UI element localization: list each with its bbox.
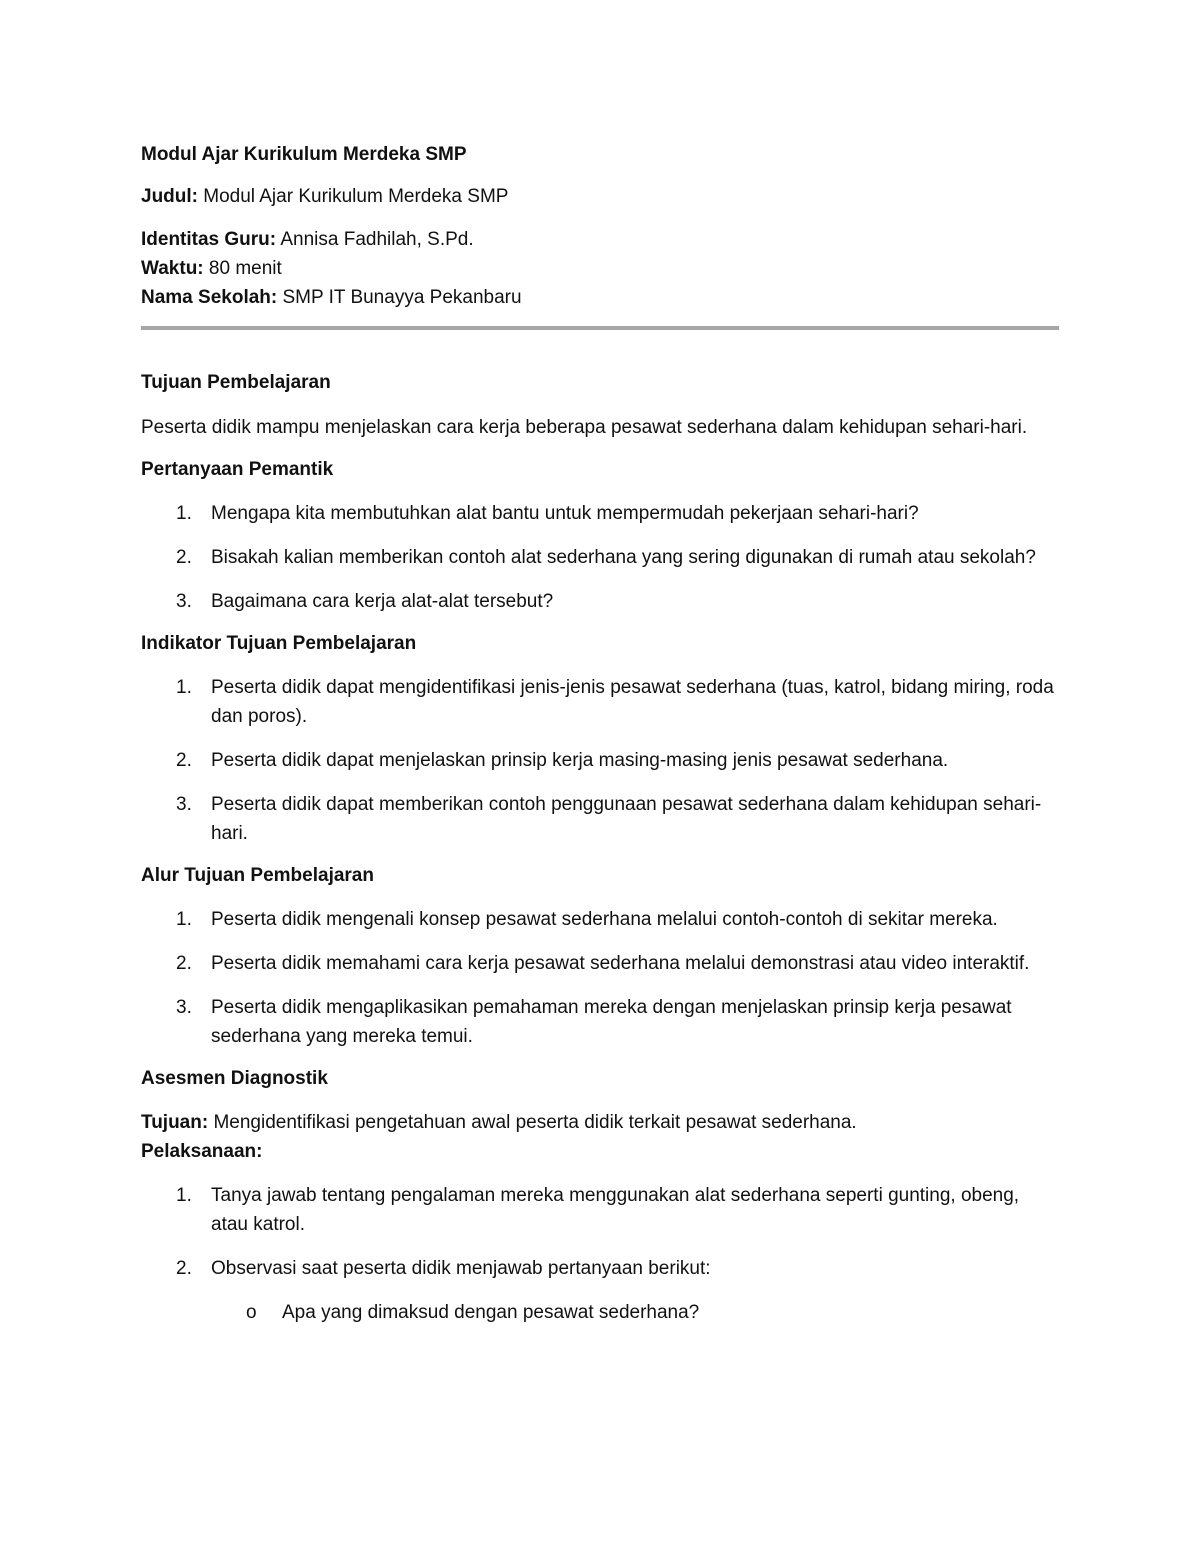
sub-list-item-text: Apa yang dimaksud dengan pesawat sederhana? <box>282 1302 700 1323</box>
asesmen-sub-list <box>211 1298 1059 1327</box>
list-number: 3. <box>176 794 192 815</box>
list-item <box>141 673 1059 731</box>
guru-value: Annisa Fadhilah, S.Pd. <box>276 229 474 250</box>
list-item <box>141 587 1059 616</box>
list-item-text: Peserta didik mengaplikasikan pemahaman mereka dengan menjelaskan prinsip kerja pesawat sederhana yang mereka temui. <box>211 997 1012 1047</box>
tujuan-text: Peserta didik mampu menjelaskan cara kerja beberapa pesawat sederhana dalam kehidupan sehari-hari. <box>141 417 1028 438</box>
asesmen-tujuan-label: Tujuan: <box>141 1112 209 1133</box>
indikator-list <box>141 673 1059 848</box>
list-number: 3. <box>176 591 192 612</box>
judul-label: Judul: <box>141 186 198 207</box>
asesmen-tujuan-value: Mengidentifikasi pengetahuan awal peserta didik terkait pesawat sederhana. <box>208 1112 857 1133</box>
waktu-value: 80 menit <box>203 258 282 279</box>
list-number: 1. <box>176 677 192 698</box>
list-item <box>141 543 1059 572</box>
list-item <box>141 949 1059 978</box>
pemantik-heading: Pertanyaan Pemantik <box>141 459 334 480</box>
waktu-line <box>141 254 1059 283</box>
document-title: Modul Ajar Kurikulum Merdeka SMP <box>141 144 467 165</box>
sekolah-line <box>141 283 1059 312</box>
list-item <box>141 499 1059 528</box>
list-item-text: Mengapa kita membutuhkan alat bantu untuk mempermudah pekerjaan sehari-hari? <box>211 503 919 524</box>
list-number: 2. <box>176 750 192 771</box>
list-number: 1. <box>176 1185 192 1206</box>
list-number: 1. <box>176 909 192 930</box>
guru-line <box>141 225 1059 254</box>
tujuan-heading: Tujuan Pembelajaran <box>141 372 331 393</box>
judul-value: Modul Ajar Kurikulum Merdeka SMP <box>198 186 509 207</box>
list-item-text: Peserta didik dapat mengidentifikasi jenis-jenis pesawat sederhana (tuas, katrol, bidang miring, roda dan poros). <box>211 677 1054 727</box>
list-item <box>141 746 1059 775</box>
asesmen-pelaksanaan-label: Pelaksanaan: <box>141 1141 263 1162</box>
list-item <box>141 1254 1059 1327</box>
sekolah-label: Nama Sekolah: <box>141 287 278 308</box>
list-item-text: Peserta didik mengenali konsep pesawat sederhana melalui contoh-contoh di sekitar mereka. <box>211 909 998 930</box>
horizontal-divider <box>141 326 1059 330</box>
list-number: 3. <box>176 997 192 1018</box>
asesmen-heading: Asesmen Diagnostik <box>141 1068 328 1089</box>
list-item <box>141 993 1059 1051</box>
waktu-label: Waktu: <box>141 258 204 279</box>
list-item-text: Tanya jawab tentang pengalaman mereka menggunakan alat sederhana seperti gunting, obeng, atau katrol. <box>211 1185 1020 1235</box>
list-item <box>141 1181 1059 1239</box>
list-item <box>141 790 1059 848</box>
sub-list-item <box>211 1298 1059 1327</box>
indikator-heading: Indikator Tujuan Pembelajaran <box>141 633 417 654</box>
list-number: 1. <box>176 503 192 524</box>
asesmen-pelaksanaan-line <box>141 1137 1059 1166</box>
circle-bullet-icon: o <box>246 1302 257 1323</box>
document-content <box>141 140 1059 1327</box>
list-item-text: Peserta didik dapat memberikan contoh penggunaan pesawat sederhana dalam kehidupan sehari-hari. <box>211 794 1042 844</box>
asesmen-list <box>141 1181 1059 1327</box>
list-number: 2. <box>176 547 192 568</box>
guru-label: Identitas Guru: <box>141 229 277 250</box>
list-number: 2. <box>176 1258 192 1279</box>
asesmen-tujuan-line <box>141 1108 1059 1137</box>
list-item-text: Bagaimana cara kerja alat-alat tersebut? <box>211 591 554 612</box>
sekolah-value: SMP IT Bunayya Pekanbaru <box>277 287 522 308</box>
list-item-text: Bisakah kalian memberikan contoh alat sederhana yang sering digunakan di rumah atau sekolah? <box>211 547 1036 568</box>
list-item <box>141 905 1059 934</box>
pemantik-list <box>141 499 1059 616</box>
list-item-text: Peserta didik memahami cara kerja pesawat sederhana melalui demonstrasi atau video interaktif. <box>211 953 1030 974</box>
list-number: 2. <box>176 953 192 974</box>
alur-heading: Alur Tujuan Pembelajaran <box>141 865 374 886</box>
list-item-text: Peserta didik dapat menjelaskan prinsip kerja masing-masing jenis pesawat sederhana. <box>211 750 949 771</box>
judul-line <box>141 182 1059 211</box>
list-item-text: Observasi saat peserta didik menjawab pertanyaan berikut: <box>211 1258 711 1279</box>
alur-list <box>141 905 1059 1051</box>
